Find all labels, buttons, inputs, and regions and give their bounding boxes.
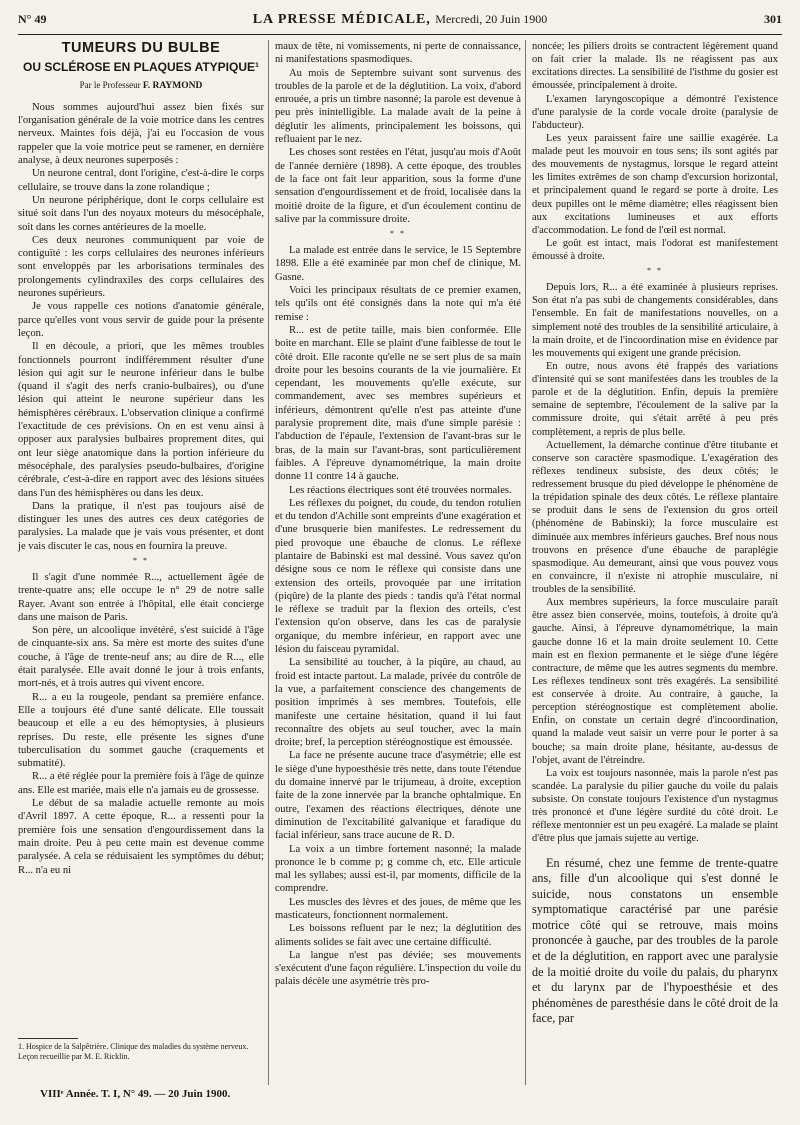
section-separator: * * [390, 229, 406, 239]
paragraph: La malade est entrée dans le service, le 15 Septembre 1898. Elle a été examinée par mon chef de clinique, M. Gasne. [275, 245, 521, 283]
paragraph: Dans la pratique, il n'est pas toujours aisé de distinguer les unes des autres ces deux catégories de paralysies. La malade que je vais vous présenter, et dont je vais discuter le cas, nous en fournira la preuve. [18, 500, 264, 552]
journal-name: LA PRESSE MÉDICALE, [252, 12, 431, 27]
paragraph: noncée; les piliers droits se contractent légèrement quand on fait crier la malade. Ils ne réagissent pas aux excitations directes. La sensibilité de l'isthme du gosier est émoussée, principalement à droite. [532, 41, 778, 92]
paragraph: Son père, un alcoolique invétéré, s'est suicidé à l'âge de cinquante-six ans. Sa mère est morte des suites d'une couche, à l'âge de trente-neuf ans; au dire de R..., elle était paralysée. Elle avait donné le jour à trois enfants, mort-nés, et à trois autres qui vivent encore. [18, 625, 264, 690]
paragraph: Un neurone central, dont l'origine, c'est-à-dire le corps cellulaire, se trouve dans la zone rolandique ; [18, 168, 264, 193]
paragraph: Les muscles des lèvres et des joues, de même que les masticateurs, fonctionnent normalement. [275, 896, 521, 921]
paragraph: En outre, nous avons été frappés des variations d'intensité qui se sont manifestées dans les troubles de la parole et de la déglutition. Enfin, depuis la première semaine de septembre, l'écoulement de la salive par la commissure droite, qui s'était arrêté à peu près complètement, a repris de plus belle. [532, 360, 778, 438]
article-subtitle: OU SCLÉROSE EN PLAQUES ATYPIQUE¹ [22, 60, 260, 75]
masthead [18, 12, 782, 28]
paragraph: Nous sommes aujourd'hui assez bien fixés sur l'organisation générale de la voie motrice dans les centres nerveux. Maintes fois déjà, j'ai eu l'occasion de vous rappeler que la voie motrice peut se ramener, en dernière analyse, à deux neurones superposés : [18, 101, 264, 167]
paragraph: Au mois de Septembre suivant sont survenus des troubles de la parole et de la déglutition. La voix, d'abord enrouée, a pris un timbre nasonné; la parole est devenue à peu près inintelligible. La malade avait de la peine à déglutir les aliments, principalement les boissons, qui refluaient par le nez. [275, 67, 521, 146]
paragraph: Les réflexes du poignet, du coude, du tendon rotulien et du tendon d'Achille sont empreints d'une exagération et d'une brusquerie bien manifestes. Le redressement du pied provoque une ébauche de clonus. Le réflexe plantaire de Babinski est mal dessiné. Vous savez qu'on désigne sous ce nom le réflexe qui consiste dans une extension des orteils, provoquée par une irritation (piqûre) de la plante des pieds : tandis qu'à l'état normal le réflexe se traduit par la flexion des orteils, c'est l'extension qu'on observe, dans les cas de paralysie organique, du membre inférieur, en rapport avec une lésion du faisceau pyramidal. [275, 497, 521, 656]
paragraph: Voici les principaux résultats de ce premier examen, tels qu'ils ont été consignés dans la note qui m'a été remise : [275, 285, 521, 323]
paragraph: L'examen laryngoscopique a démontré l'existence d'une paralysie de la corde vocale droite (paralysie de l'abducteur). [532, 93, 778, 131]
author-prefix: Par le Professeur [79, 79, 141, 90]
paragraph: Les boissons refluent par le nez; la déglutition des aliments solides se fait avec une certaine difficulté. [275, 923, 521, 948]
paragraph: Il en découle, a priori, que les mêmes troubles fonctionnels pourront indifféremment résulter d'une lésion qui agit sur le neurone inférieur dans le bulbe (quand il s'agit des nerfs cranio-bulbaires), ou d'une lésion qui atteint le neurone supérieur dans les hémisphères cérébraux. L'observation clinique a confirmé l'exactitude de ces prévisions. On en est venu ainsi à opposer aux paralysies bulbaires proprement dites, qui ont leur siège anatomique dans la portion inférieure du mésocéphale, des paralysies pseudo-bulbaires, d'origine cérébrale, c'est-à-dire en rapport avec des lésions situées dans l'un des hémisphères ou dans les deux. [18, 341, 264, 499]
paragraph: Les choses sont restées en l'état, jusqu'au mois d'Août de l'année dernière (1898). A cette époque, des troubles de la face ont fait leur apparition, sous la forme d'une sensation d'engourdissement et de froid, localisée dans la moitié droite de la figure, et d'un écoulement continu de salive par la commissure droite. [275, 147, 521, 225]
paragraph: Ces deux neurones communiquent par voie de contiguïté : les corps cellulaires des neurones inférieurs sont enveloppés par les arborisations terminales des prolongements cylindraxiles des corps cellulaires des neurones supérieurs. [18, 234, 264, 300]
paragraph: R... a été réglée pour la première fois à l'âge de quinze ans. Elle est mariée, mais elle n'a jamais eu de grossesse. [18, 771, 264, 796]
column-3 [532, 40, 778, 1027]
page-number: 301 [764, 12, 782, 26]
paragraph: Le goût est intact, mais l'odorat est manifestement émoussé à droite. [532, 237, 778, 262]
paragraph: R... a eu la rougeole, pendant sa première enfance. Elle a toujours été d'une santé délicate. Elle toussait beaucoup et elle a eu des hémoptysies, à plusieurs reprises. Du reste, elle présente les signes d'une tuberculisation du sommet gauche (craquements et submatité). [18, 691, 264, 770]
column-2 [275, 40, 521, 989]
article-title: TUMEURS DU BULBE [61, 40, 221, 56]
paragraph: R... est de petite taille, mais bien conformée. Elle boite en marchant. Elle se plaint d'une faiblesse de tout le côté droit. Elle raconte qu'elle ne se sert plus de sa main droite pour les besoins courants de la vie journalière. Et cependant, les mouvements qu'elle exécute, sur commandement, avec ses membres supérieurs et inférieurs, démontrent qu'elle n'est pas atteinte d'une paralysie proprement dite, mais d'une simple parésie : l'abduction de l'épaule, l'extension de l'avant-bras sur le bras, de la main sur l'avant-bras, sont particulièrement faibles. A l'épreuve dynamométrique, la main droite donne 11 contre 14 à gauche. [275, 324, 521, 483]
page-header [18, 12, 782, 32]
paragraph: Il s'agit d'une nommée R..., actuellement âgée de trente-quatre ans; elle occupe le n° 29 de notre salle Rayer. Avant son entrée à l'hôpital, elle était concierge dans une maison de Paris. [18, 571, 264, 623]
paragraph: La langue n'est pas déviée; ses mouvements s'exécutent d'une façon régulière. L'inspection du voile du palais décèle une asymétrie très pro- [275, 949, 521, 988]
author-line [18, 79, 264, 93]
paragraph: La voix est toujours nasonnée, mais la parole n'est pas scandée. La paralysie du pilier gauche du voile du palais subsiste. On constate toujours l'existence d'un nystagmus très prononcé et d'une légère surdité du côté droit. Le réflexe mentonnier est un peu exagéré. La malade se plaint d'être plus que jamais sujette au vertige. [532, 767, 778, 845]
issue-number: N° 49 [18, 12, 47, 26]
paragraph: La sensibilité au toucher, à la piqûre, au chaud, au froid est intacte partout. La malade, privée du contrôle de la vue, a parfaitement conscience des changements de position imprimés à ses membres. Toutefois, elle manifeste une certaine hésitation, quand il lui faut reconnaître des objets au seul toucher, avec la main droite; bref, la perception stéréognostique est émoussée. [275, 657, 521, 749]
paragraph: Aux membres supérieurs, la force musculaire paraît être assez bien conservée, moins, toutefois, à droite qu'à gauche. Ainsi, à l'épreuve dynamométrique, la main gauche donne 16 et la main droite seulement 10. Cette main est en flexion permanente et le siège d'une légère contracture, de même que les autres segments du membre. Les réflexes tendineux sont très exagérés. La sensibilité est conservée à droite. Au contraire, à gauche, la perception stéréognostique est complètement abolie. Enfin, on constate un certain degré d'incoordination, quand la malade veut saisir un verre pour le porter à sa bouche; sa main droite plane, hésitante, au-dessus de l'objet, avant de l'étreindre. [532, 597, 778, 766]
paragraph: maux de tête, ni vomissements, ni perte de connaissance, ni manifestations spasmodiques. [275, 41, 521, 66]
column-1 [18, 40, 264, 877]
paragraph: Les yeux paraissent faire une saillie exagérée. La malade peut les mouvoir en tous sens; ils sont agités par des mouvements de nystagmus, lorsque le regard atteint les limites extrêmes de son champ d'excursion horizontal, et principalement quand le regard se porte à droite. Les deux pupilles ont le même diamètre; elles réagissent bien aux excitations lumineuses et aux efforts d'accommodation. Le fond de l'œil est normal. [532, 132, 778, 236]
issue-date: Mercredi, 20 Juin 1900 [435, 12, 548, 26]
paragraph: Un neurone périphérique, dont le corps cellulaire est situé soit dans l'un des noyaux moteurs du mésocéphale, soit dans les cornes antérieures de la moelle. [18, 194, 264, 233]
author-name: F. RAYMOND [142, 80, 203, 91]
paragraph: Depuis lors, R... a été examinée à plusieurs reprises. Son état n'a pas subi de changements considérables, dans l'ensemble. En fait de manifestations nouvelles, on a simplement noté des troubles de la sensibilité articulaire, à la main droite, et de l'incoordination mise en évidence par les mouvements qui exigent une grande précision. [532, 282, 778, 359]
page-footer: VIIIᵉ Année. T. I, N° 49. — 20 Juin 1900. [40, 1088, 231, 1100]
paragraph: En résumé, chez une femme de trente-quatre ans, fille d'un alcoolique qui s'est donné le suicide, nous constatons un ensemble symptomatique caractérisé par une parésie motrice côté qui se retrouve, mais moins prononcée à gauche, par des troubles de la parole et de la déglutition, en rapport avec une paralysie de la moitié droite du voile du palais, du pharynx et du larynx par de l'hypoesthésie et des phénomènes de paresthésie dans le côté droit de la face, par [532, 855, 778, 1026]
section-separator: * * [647, 266, 663, 276]
column-divider [268, 40, 269, 1085]
paragraph: La face ne présente aucune trace d'asymétrie; elle est le siège d'une hypoesthésie très nette, dans toute l'étendue du domaine innervé par le trijumeau, à droite, exception faite de la zone innervée par la branche ophtalmique. En outre, l'examen des réactions électriques, dénote une diminution de l'excitabilité galvanique et faradique du facial inférieur, sans trace aucune de R. D. [275, 750, 521, 842]
header-rule [18, 34, 782, 35]
paragraph: La voix a un timbre fortement nasonné; la malade prononce le b comme p; g comme ch, etc. Elle articule mal les syllabes; aussi est-il, par moments, difficile de la comprendre. [275, 843, 521, 895]
footnote-rule [18, 1038, 78, 1039]
section-separator: * * [133, 555, 149, 565]
paragraph: Je vous rappelle ces notions d'anatomie générale, parce qu'elles vont vous servir de guide pour la présente leçon. [18, 301, 264, 339]
paragraph: Actuellement, la démarche continue d'être titubante et conserve son caractère spasmodique. L'exagération des réflexes tendineux subsiste, des deux côtés; le redressement brusque du pied développe le phénomène de la trépidation spinale des deux côtés. Le réflexe plantaire se produit dans le sens de l'extension du gros orteil (phénomène de Babinski); la force musculaire est diminuée aux membres inférieurs gauches. Bref nous nous trouvons en présence d'une ébauche de paraplégie spasmodique. Au demeurant, ainsi que vous pouvez vous en convaincre, il n'existe ni atrophie musculaire, ni troubles de la sensibilité. [532, 439, 778, 595]
paragraph: Les réactions électriques sont été trouvées normales. [289, 484, 512, 496]
paragraph: Le début de sa maladie actuelle remonte au mois d'Avril 1897. A cette époque, R... a ressenti pour la première fois une sensation d'engourdissement dans la main droite. Peu à peu cette main est devenue comme paralysée. A cela se réduisaient les symptômes du début; R... n'a eu ni [18, 798, 264, 876]
column-divider [525, 40, 526, 1085]
footnote: 1. Hospice de la Salpêtrière. Clinique des maladies du système nerveux. Leçon recueillie par M. E. Ricklin. [18, 1042, 249, 1061]
